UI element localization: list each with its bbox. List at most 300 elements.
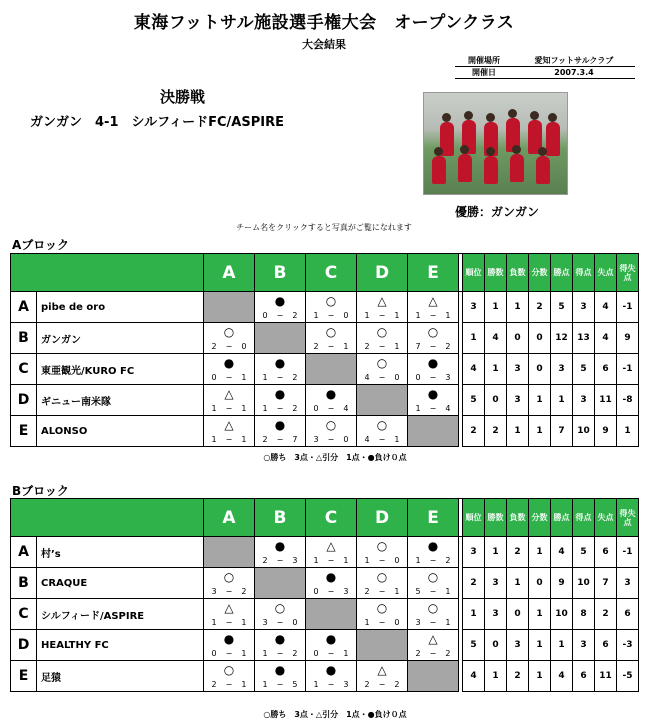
stat-value: 2 — [485, 416, 507, 447]
result-symbol: ● — [427, 387, 439, 401]
stat-value: 5 — [551, 292, 573, 323]
final-result: ガンガン 4-1 シルフィードFC/ASPIRE — [30, 115, 284, 130]
stat-value: 3 — [463, 292, 485, 323]
match-score — [306, 311, 356, 320]
match-score — [408, 556, 458, 565]
score-for: 1 — [364, 618, 370, 627]
block-b-table — [10, 498, 639, 692]
stat-value: 4 — [551, 537, 573, 568]
result-symbol: ○ — [376, 418, 388, 432]
match-result-cell — [204, 354, 255, 385]
match-result-cell — [357, 323, 408, 354]
result-symbol: ● — [274, 632, 286, 646]
stat-value: 6 — [595, 354, 617, 385]
match-result-cell — [357, 537, 408, 568]
page-title: 東海フットサル施設選手権大会 オープンクラス — [133, 13, 515, 33]
score-dash: − — [429, 587, 437, 596]
stat-value: 1 — [529, 661, 551, 692]
result-symbol: ● — [325, 632, 337, 646]
match-score — [357, 680, 407, 689]
match-result-cell — [255, 599, 306, 630]
score-for: 7 — [415, 342, 421, 351]
match-result-cell — [255, 416, 306, 447]
score-for: 0 — [211, 373, 217, 382]
self-match-cell — [357, 630, 408, 661]
result-symbol: ○ — [427, 325, 439, 339]
block-a-label: Aブロック — [12, 238, 70, 252]
stat-value: 1 — [551, 385, 573, 416]
score-against: 1 — [394, 311, 400, 320]
score-dash: − — [225, 342, 233, 351]
team-name-link[interactable]: pibe de oro — [37, 292, 204, 323]
match-result-cell — [255, 292, 306, 323]
stat-value: -5 — [617, 661, 639, 692]
self-match-cell — [306, 599, 357, 630]
score-against: 0 — [241, 342, 247, 351]
match-result-cell — [408, 537, 459, 568]
score-against: 0 — [394, 618, 400, 627]
self-match-cell — [306, 354, 357, 385]
team-name-link[interactable]: 村’s — [37, 537, 204, 568]
score-for: 0 — [211, 649, 217, 658]
stat-value: 13 — [573, 323, 595, 354]
block-b-legend: ○勝ち 3点・△引分 1点・●負け０点 — [263, 710, 407, 719]
column-header: B — [255, 499, 306, 537]
result-symbol: △ — [224, 387, 234, 401]
score-against: 1 — [343, 342, 349, 351]
score-dash: − — [378, 342, 386, 351]
match-result-cell — [408, 385, 459, 416]
match-score — [255, 311, 305, 320]
match-score — [357, 435, 407, 444]
result-symbol: ○ — [376, 601, 388, 615]
stat-value: 0 — [529, 354, 551, 385]
result-symbol: △ — [224, 418, 234, 432]
stat-value: 3 — [485, 599, 507, 630]
score-for: 1 — [364, 556, 370, 565]
stat-value: 3 — [485, 568, 507, 599]
match-score — [357, 311, 407, 320]
stat-header: 得失点 — [617, 254, 639, 292]
score-for: 0 — [262, 311, 268, 320]
table-row — [11, 661, 639, 692]
stat-value: 3 — [507, 385, 529, 416]
table-row — [11, 385, 639, 416]
result-symbol: ○ — [325, 325, 337, 339]
stat-value: 1 — [485, 537, 507, 568]
stat-value: 1 — [529, 416, 551, 447]
match-score — [255, 404, 305, 413]
date-row — [455, 67, 635, 79]
score-dash: − — [378, 556, 386, 565]
score-against: 5 — [292, 680, 298, 689]
match-score — [255, 649, 305, 658]
result-symbol: ○ — [223, 570, 235, 584]
match-result-cell — [357, 292, 408, 323]
stat-value: 0 — [529, 323, 551, 354]
match-result-cell — [255, 537, 306, 568]
table-row — [11, 354, 639, 385]
match-score — [255, 680, 305, 689]
result-symbol: ● — [325, 570, 337, 584]
column-header: C — [306, 499, 357, 537]
score-against: 0 — [394, 556, 400, 565]
result-symbol: ● — [274, 356, 286, 370]
stat-value: 7 — [551, 416, 573, 447]
match-result-cell — [408, 599, 459, 630]
score-against: 1 — [343, 649, 349, 658]
score-for: 3 — [313, 435, 319, 444]
team-name-link[interactable]: 東亜観光/KURO FC — [37, 354, 204, 385]
result-symbol: ○ — [376, 325, 388, 339]
match-result-cell — [357, 661, 408, 692]
score-against: 4 — [343, 404, 349, 413]
stat-value: 1 — [529, 537, 551, 568]
team-name-link[interactable]: 足猿 — [37, 661, 204, 692]
stat-value: 4 — [551, 661, 573, 692]
column-header: C — [306, 254, 357, 292]
stat-header: 失点 — [595, 254, 617, 292]
stat-value: 6 — [573, 661, 595, 692]
match-result-cell — [204, 599, 255, 630]
result-symbol: ○ — [376, 356, 388, 370]
score-dash: − — [276, 649, 284, 658]
self-match-cell — [255, 323, 306, 354]
final-title: 決勝戦 — [160, 88, 206, 106]
stat-value: -1 — [617, 292, 639, 323]
match-result-cell — [306, 385, 357, 416]
block-a-table — [10, 253, 639, 447]
score-dash: − — [429, 618, 437, 627]
stat-value: 8 — [573, 599, 595, 630]
self-match-cell — [408, 416, 459, 447]
stat-value: 1 — [463, 599, 485, 630]
score-dash: − — [327, 680, 335, 689]
match-score — [255, 435, 305, 444]
match-score — [204, 404, 254, 413]
match-score — [408, 587, 458, 596]
score-against: 1 — [241, 404, 247, 413]
table-row — [11, 292, 639, 323]
score-dash: − — [225, 680, 233, 689]
score-dash: − — [276, 404, 284, 413]
stat-value: 4 — [595, 323, 617, 354]
stat-value: -1 — [617, 354, 639, 385]
result-symbol: ● — [223, 356, 235, 370]
match-score — [306, 342, 356, 351]
score-for: 1 — [313, 556, 319, 565]
result-symbol: ● — [325, 387, 337, 401]
stat-value: 1 — [507, 416, 529, 447]
score-against: 1 — [394, 342, 400, 351]
score-against: 2 — [394, 680, 400, 689]
match-score — [357, 618, 407, 627]
match-result-cell — [357, 416, 408, 447]
result-symbol: ○ — [376, 539, 388, 553]
result-symbol: △ — [428, 632, 438, 646]
score-against: 2 — [445, 556, 451, 565]
header-blank — [11, 499, 204, 537]
stat-header: 勝点 — [551, 499, 573, 537]
score-dash: − — [276, 311, 284, 320]
stat-header: 失点 — [595, 499, 617, 537]
stat-value: 2 — [507, 537, 529, 568]
table-row — [11, 416, 639, 447]
table-row — [11, 323, 639, 354]
match-result-cell — [357, 354, 408, 385]
table-row — [11, 568, 639, 599]
row-key: C — [11, 354, 37, 385]
score-dash: − — [378, 618, 386, 627]
score-against: 0 — [343, 311, 349, 320]
score-dash: − — [327, 435, 335, 444]
match-result-cell — [204, 568, 255, 599]
score-against: 4 — [445, 404, 451, 413]
score-against: 0 — [394, 373, 400, 382]
score-against: 1 — [445, 587, 451, 596]
result-symbol: △ — [377, 294, 387, 308]
score-for: 1 — [313, 680, 319, 689]
score-dash: − — [327, 404, 335, 413]
self-match-cell — [204, 292, 255, 323]
result-symbol: ○ — [325, 294, 337, 308]
match-score — [408, 404, 458, 413]
match-score — [204, 680, 254, 689]
score-dash: − — [378, 680, 386, 689]
block-a-legend: ○勝ち 3点・△引分 1点・●負け０点 — [263, 453, 407, 462]
score-dash: − — [429, 404, 437, 413]
score-dash: − — [225, 618, 233, 627]
stat-value: 11 — [595, 385, 617, 416]
match-result-cell — [255, 385, 306, 416]
result-symbol: ● — [274, 663, 286, 677]
row-key: E — [11, 416, 37, 447]
table-row — [11, 537, 639, 568]
score-against: 2 — [292, 404, 298, 413]
match-score — [306, 587, 356, 596]
stat-value: 4 — [485, 323, 507, 354]
row-key: D — [11, 385, 37, 416]
score-against: 0 — [292, 618, 298, 627]
stat-value: 0 — [507, 323, 529, 354]
match-result-cell — [408, 323, 459, 354]
stat-header: 勝数 — [485, 499, 507, 537]
stat-value: 1 — [485, 354, 507, 385]
match-score — [255, 556, 305, 565]
table-row — [11, 630, 639, 661]
match-result-cell — [255, 354, 306, 385]
match-score — [306, 680, 356, 689]
team-name-link[interactable]: HEALTHY FC — [37, 630, 204, 661]
score-for: 2 — [262, 435, 268, 444]
stat-value: 3 — [507, 630, 529, 661]
score-for: 1 — [211, 618, 217, 627]
score-against: 1 — [241, 680, 247, 689]
match-result-cell — [204, 630, 255, 661]
score-against: 2 — [241, 587, 247, 596]
score-for: 2 — [364, 587, 370, 596]
score-for: 2 — [364, 342, 370, 351]
score-against: 1 — [394, 587, 400, 596]
match-result-cell — [306, 661, 357, 692]
match-score — [357, 556, 407, 565]
score-dash: − — [327, 556, 335, 565]
stat-value: 5 — [463, 630, 485, 661]
score-for: 3 — [211, 587, 217, 596]
stat-value: 1 — [507, 568, 529, 599]
score-dash: − — [378, 587, 386, 596]
stat-value: 2 — [463, 416, 485, 447]
stat-value: 9 — [551, 568, 573, 599]
score-for: 2 — [262, 556, 268, 565]
score-for: 0 — [313, 649, 319, 658]
score-dash: − — [429, 556, 437, 565]
result-symbol: ● — [223, 632, 235, 646]
result-symbol: ● — [274, 294, 286, 308]
match-score — [306, 556, 356, 565]
venue-row — [455, 55, 635, 67]
score-for: 3 — [262, 618, 268, 627]
result-symbol: ● — [427, 356, 439, 370]
column-header: E — [408, 499, 459, 537]
stat-header: 得点 — [573, 254, 595, 292]
match-result-cell — [306, 416, 357, 447]
page-subtitle: 大会結果 — [302, 38, 346, 51]
stat-value: 3 — [463, 537, 485, 568]
stat-value: 2 — [529, 292, 551, 323]
match-score — [204, 587, 254, 596]
match-score — [255, 373, 305, 382]
result-symbol: ● — [274, 418, 286, 432]
score-for: 0 — [313, 587, 319, 596]
score-for: 1 — [211, 435, 217, 444]
result-symbol: △ — [428, 294, 438, 308]
stat-value: 5 — [463, 385, 485, 416]
score-for: 2 — [211, 342, 217, 351]
stat-value: 7 — [595, 568, 617, 599]
stat-header: 勝数 — [485, 254, 507, 292]
score-against: 1 — [445, 618, 451, 627]
match-score — [204, 342, 254, 351]
score-for: 1 — [211, 404, 217, 413]
match-result-cell — [204, 385, 255, 416]
stat-header: 分数 — [529, 499, 551, 537]
match-score — [408, 373, 458, 382]
stat-value: 10 — [573, 416, 595, 447]
stat-value: 6 — [617, 599, 639, 630]
stat-value: 1 — [529, 385, 551, 416]
match-result-cell — [408, 354, 459, 385]
score-for: 0 — [313, 404, 319, 413]
score-for: 1 — [415, 556, 421, 565]
stat-value: 3 — [551, 354, 573, 385]
stat-value: 1 — [485, 661, 507, 692]
column-header: E — [408, 254, 459, 292]
score-for: 1 — [313, 311, 319, 320]
match-score — [306, 404, 356, 413]
result-symbol: ○ — [376, 570, 388, 584]
stat-value: 3 — [507, 354, 529, 385]
score-for: 4 — [364, 373, 370, 382]
score-against: 1 — [241, 373, 247, 382]
venue-label: 開催場所 — [468, 56, 500, 65]
match-result-cell — [408, 292, 459, 323]
stat-value: 2 — [507, 661, 529, 692]
score-for: 0 — [415, 373, 421, 382]
row-key: E — [11, 661, 37, 692]
venue-info — [455, 55, 635, 79]
team-name-link[interactable]: CRAQUE — [37, 568, 204, 599]
score-dash: − — [276, 680, 284, 689]
match-result-cell — [204, 661, 255, 692]
score-dash: − — [378, 311, 386, 320]
score-dash: − — [327, 649, 335, 658]
score-dash: − — [429, 311, 437, 320]
stat-header: 順位 — [463, 499, 485, 537]
stat-value: 6 — [595, 537, 617, 568]
result-symbol: ○ — [223, 325, 235, 339]
stat-header: 分数 — [529, 254, 551, 292]
stat-value: -8 — [617, 385, 639, 416]
match-score — [204, 649, 254, 658]
stat-value: 1 — [529, 630, 551, 661]
self-match-cell — [255, 568, 306, 599]
row-key: A — [11, 537, 37, 568]
score-against: 2 — [292, 373, 298, 382]
score-against: 2 — [445, 342, 451, 351]
row-key: A — [11, 292, 37, 323]
match-result-cell — [255, 630, 306, 661]
team-name-link[interactable]: ALONSO — [37, 416, 204, 447]
stat-value: 0 — [507, 599, 529, 630]
match-result-cell — [408, 630, 459, 661]
match-result-cell — [306, 323, 357, 354]
match-score — [204, 435, 254, 444]
score-for: 4 — [364, 435, 370, 444]
stat-header: 勝点 — [551, 254, 573, 292]
team-name-link[interactable]: シルフィード/ASPIRE — [37, 599, 204, 630]
team-name-link[interactable]: ガンガン — [37, 323, 204, 354]
stat-header: 負数 — [507, 254, 529, 292]
score-against: 3 — [343, 587, 349, 596]
result-symbol: ○ — [274, 601, 286, 615]
stat-value: 2 — [463, 568, 485, 599]
stat-value: 2 — [595, 599, 617, 630]
team-name-link[interactable]: ギニュー南米隊 — [37, 385, 204, 416]
score-for: 5 — [415, 587, 421, 596]
result-symbol: ○ — [427, 570, 439, 584]
match-score — [204, 373, 254, 382]
score-against: 2 — [445, 649, 451, 658]
score-against: 1 — [241, 649, 247, 658]
result-symbol: △ — [326, 539, 336, 553]
match-score — [408, 649, 458, 658]
match-score — [357, 373, 407, 382]
row-key: D — [11, 630, 37, 661]
score-against: 0 — [343, 435, 349, 444]
table-header-row — [11, 254, 639, 292]
stat-value: 11 — [595, 661, 617, 692]
stat-value: 10 — [551, 599, 573, 630]
stat-value: -3 — [617, 630, 639, 661]
score-for: 2 — [313, 342, 319, 351]
stat-value: 1 — [529, 599, 551, 630]
self-match-cell — [408, 661, 459, 692]
score-dash: − — [327, 342, 335, 351]
score-for: 1 — [262, 404, 268, 413]
score-dash: − — [429, 342, 437, 351]
stat-value: 10 — [573, 568, 595, 599]
